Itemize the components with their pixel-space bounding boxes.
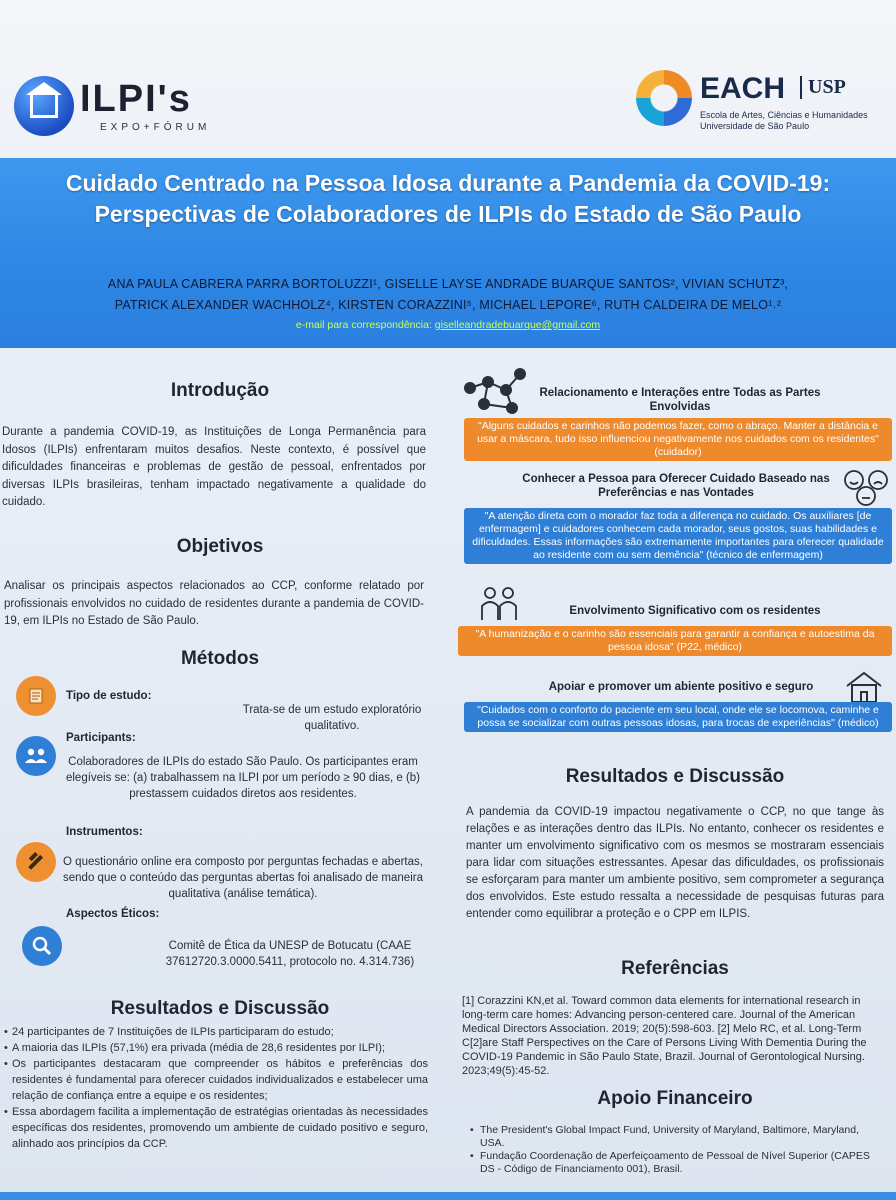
group-icon (16, 736, 56, 776)
quote-engagement: "A humanização e o carinho são essenciais para garantir a confiança e autoestima da pessoa idosa" (P22, médico) (458, 626, 892, 656)
faces-icon (842, 468, 892, 508)
logo-bar (0, 0, 896, 160)
participants-label: Participants: (66, 732, 136, 744)
participants-text: Colaboradores de ILPIs do estado São Paulo. Os participantes eram elegíveis se: (a) trabalhassem na ILPI por um período ≥ 90 dias, e (b) prestassem cuidados diretos aos residentes. (65, 756, 421, 800)
quote-positive-environment: "Cuidados com o conforto do paciente em seu local, onde ele se locomova, caminhe e possa se socializar com outras pessoas idosas, para trocas de experiências" (médico) (464, 702, 892, 732)
email-link[interactable]: giselleandradebuarque@gmail.com (434, 319, 601, 331)
ethics-text: Comitê de Ética da UNESP de Botucatu (CAAE 37612720.3.0000.5411, protocolo no. 4.314.736) (165, 940, 415, 968)
intro-text: Durante a pandemia COVID-19, as Instituições de Longa Permanência para Idosos (ILPIs) enfrentaram muitos desafios. Neste contexto, é possível que dificuldades financeiras e problemas de gestão de pessoal, enfrentados por diversas ILPIs brasileiras, tenham impactado negativamente a qualidade do cuidado. (2, 426, 426, 508)
theme-title-positive-environment: Apoiar e promover um abiente positivo e seguro (548, 681, 814, 693)
correspondence-email (10, 319, 886, 331)
results-bullet-list (4, 1024, 428, 1152)
results-left-heading: Resultados e Discussão (110, 998, 330, 1019)
intro-heading: Introdução (170, 380, 270, 401)
poster-title-line-2: Perspectivas de Colaboradores de ILPIs do Estado de São Paulo (94, 201, 802, 227)
results-right-text: A pandemia da COVID-19 impactou negativamente o CCP, no que tange às relações e as interações dentro das ILPIs. No entanto, conhecer os residentes e manter um envolvimento significativo com os mesmos se mostraram essenciais para lidar com situações estressantes. Apesar das dificuldades, os profissionais se esforçaram para manter um ambiente positivo, sem comprometer a segurança dos envolvidos. Este estudo ressalta a necessidade de pesquisas futuras para entender como equilibrar a proteção e o CPP em ILPIS. (466, 806, 884, 920)
poster-title (10, 168, 886, 230)
results-right-heading: Resultados e Discussão (565, 766, 785, 787)
results-bullet: • Essa abordagem facilita a implementação de estratégias orientadas às necessidades específicas dos residentes, promovendo um ambiente de cuidado positivo e seguro, alinhado aos princípios da CCP. (4, 1104, 428, 1152)
each-mark-icon (636, 70, 692, 126)
results-bullet: • A maioria das ILPIs (57,1%) era privada (média de 28,6 residentes por ILPI); (4, 1040, 428, 1056)
house-icon (844, 670, 884, 704)
quote-know-person: "A atenção direta com o morador faz toda a diferença no cuidado. Os auxiliares [de enfermagem] e cuidadores conhecem cada morador, seus gostos, suas habilidades e dificuldades. Essas informações são extremamente importantes para oferecer qualidade ao residente com ou sem demência" (técnico de enfermagem) (464, 508, 892, 564)
ilpi-logo-title: ILPI's (80, 78, 192, 120)
objectives-text: Analisar os principais aspectos relacionados ao CCP, conforme relatado por profissionais envolvidos no cuidado de residentes durante a pandemia de COVID-19, em ILPIs no Estado de São Paulo. (4, 580, 424, 627)
document-icon (16, 676, 56, 716)
funding-item: • Fundação Coordenação de Aperfeiçoamento de Pessoal de Nível Superior (CAPES DS - Código de Financiamento 001), Brasil. (462, 1150, 882, 1176)
theme-title-relationships: Relacionamento e Interações entre Todas as Partes Envolvidas (539, 387, 821, 413)
theme-title-know-person: Conhecer a Pessoa para Oferecer Cuidado Baseado nas Preferências e nas Vontades (522, 473, 830, 499)
funding-item: • The President's Global Impact Fund, University of Maryland, Baltimore, Maryland, USA. (462, 1124, 882, 1150)
results-bullet: • 24 participantes de 7 Instituições de ILPIs participaram do estudo; (4, 1024, 428, 1040)
author-list (10, 274, 886, 316)
ilpi-logo-icon (14, 76, 74, 136)
people-icon (478, 586, 520, 622)
quote-relationships: "Alguns cuidados e carinhos não podemos fazer, como o abraço. Manter a distância e usar a máscara, tudo isso influenciou negativamente nos cuidados com os residentes" (cuidador) (464, 418, 892, 461)
email-label: e-mail para correspondência: (295, 319, 435, 331)
results-bullet: • Os participantes destacaram que compreender os hábitos e preferências dos residentes é fundamental para oferecer cuidados individualizados e estabelecer uma relação de confiança entre a equipe e os residentes; (4, 1056, 428, 1104)
ilpi-logo-subtitle: EXPO+FÓRUM (100, 122, 211, 133)
funding-heading: Apoio Financeiro (597, 1088, 753, 1109)
each-logo-subtitle: Escola de Artes, Ciências e Humanidades Universidade de São Paulo (700, 110, 868, 131)
poster-title-line-1: Cuidado Centrado na Pessoa Idosa durante a Pandemia da COVID-19: (65, 170, 831, 196)
network-icon (460, 368, 528, 418)
each-logo-title: EACH (700, 72, 786, 105)
study-type-text: Trata-se de um estudo exploratório qualitativo. (242, 704, 422, 732)
ethics-label: Aspectos Éticos: (66, 908, 160, 920)
ilpi-logo (14, 74, 214, 138)
instruments-label: Instrumentos: (66, 826, 143, 838)
tools-icon (16, 842, 56, 882)
objectives-heading: Objetivos (176, 536, 264, 557)
author-line-2: PATRICK ALEXANDER WACHHOLZ⁴, KIRSTEN CORAZZINI⁵, MICHAEL LEPORE⁶, RUTH CALDEIRA DE MELO¹˒² (114, 298, 782, 312)
methods-heading: Métodos (180, 648, 260, 669)
study-type-label: Tipo de estudo: (66, 690, 152, 702)
references-heading: Referências (621, 958, 729, 979)
usp-logo-text: USP (800, 76, 846, 99)
funding-list (462, 1124, 882, 1176)
theme-title-engagement: Envolvimento Significativo com os residentes (569, 605, 821, 617)
references-text: [1] Corazzini KN,et al. Toward common data elements for international research in long-term care homes: Advancing person-centered care. Journal of the American Medical Directors Association. 2019; 20(5):598-603. [2] Melo RC, et al. Long-Term C[2]are Staff Perspectives on the Care of Persons Living With Dementia During the COVID-19 Pandemic in São Paulo State, Brazil. Journal of Gerontological Nursing. 2023;49(5):45-52. (462, 995, 867, 1077)
each-logo (636, 70, 886, 140)
author-line-1: ANA PAULA CABRERA PARRA BORTOLUZZI¹, GISELLE LAYSE ANDRADE BUARQUE SANTOS², VIVIAN SCHUTZ³, (107, 277, 789, 291)
search-icon (22, 926, 62, 966)
instruments-text: O questionário online era composto por perguntas fechadas e abertas, sendo que o conteúdo das perguntas abertas foi analisado de maneira qualitativa (análise temática). (63, 856, 423, 900)
bottom-band (0, 1192, 896, 1200)
